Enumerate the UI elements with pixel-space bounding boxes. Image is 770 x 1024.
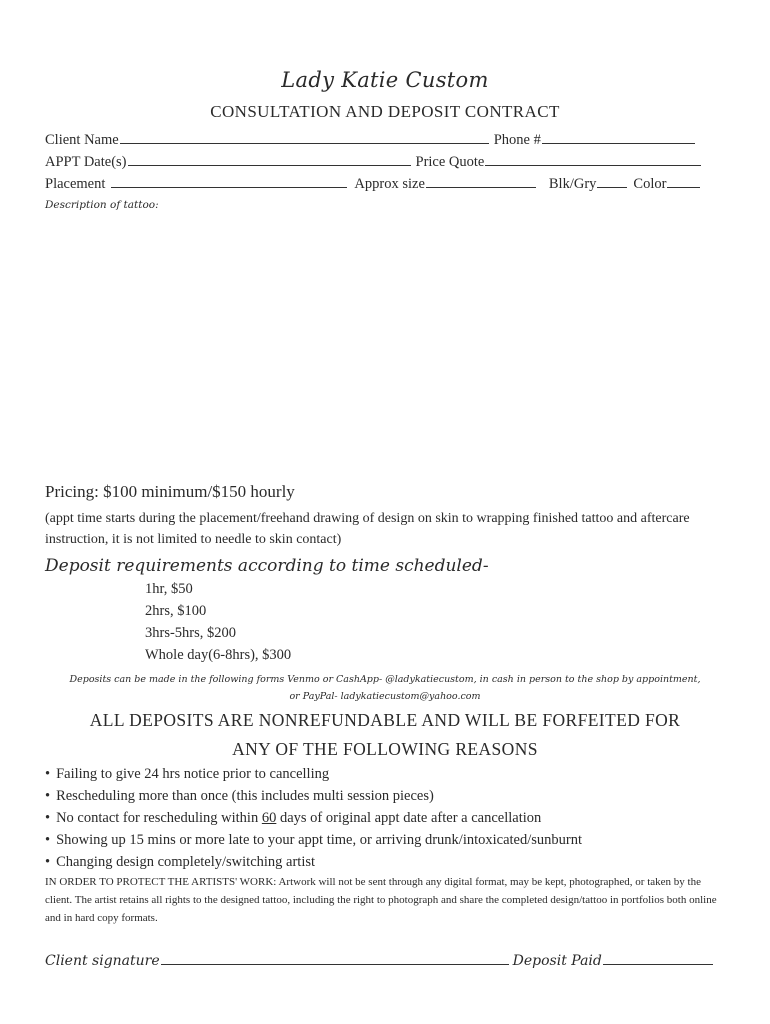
- client-name-row: [45, 129, 725, 149]
- reason-no-contact-text-b: days of original appt date after a cancellation: [276, 810, 542, 826]
- signature-row: [45, 952, 717, 969]
- deposit-paid-field[interactable]: [603, 952, 713, 965]
- appt-dates-field[interactable]: [128, 151, 411, 166]
- warning-line-2: ANY OF THE FOLLOWING REASONS: [232, 739, 538, 759]
- reason-no-contact-days: 60: [261, 810, 277, 826]
- description-area[interactable]: [45, 218, 725, 473]
- deposit-item-3-5hrs: 3hrs-5hrs, $200: [145, 625, 237, 641]
- reason-notice: [45, 763, 582, 785]
- appt-dates-label: APPT Date(s): [45, 154, 127, 170]
- phone-field[interactable]: [542, 129, 695, 144]
- client-signature-label: Client signature: [45, 953, 160, 969]
- price-quote-field[interactable]: [485, 151, 701, 166]
- deposit-paid-label: Deposit Paid: [512, 953, 602, 969]
- blk-gry-label: Blk/Gry: [548, 176, 597, 192]
- deposit-item-1hr: 1hr, $50: [145, 581, 193, 597]
- appt-dates-row: [45, 151, 725, 171]
- placement-label: Placement: [45, 176, 106, 192]
- pricing-note: (appt time starts during the placement/freehand drawing of design on skin to wrapping finished tattoo and aftercare instruction, it is not limited to needle to skin contact): [45, 511, 690, 547]
- deposit-heading: Deposit requirements according to time scheduled-: [45, 556, 489, 576]
- client-name-label: Client Name: [45, 132, 119, 148]
- warning-line-1: ALL DEPOSITS ARE NONREFUNDABLE AND WILL BE FORFEITED FOR: [89, 710, 681, 730]
- reason-reschedule: [45, 785, 582, 807]
- placement-row: [45, 173, 725, 193]
- reason-late: [45, 829, 582, 851]
- studio-title: Lady Katie Custom: [281, 68, 489, 92]
- artwork-protection-notice: IN ORDER TO PROTECT THE ARTISTS' WORK: Artwork will not be sent through any digital format, may be kept, photographed, or taken by the client. The artist retains all rights to the designed tattoo, including the right to photograph and share the completed design/tattoo in portfolios both online and in hard copy formats.: [45, 876, 717, 924]
- client-signature-field[interactable]: [161, 952, 509, 965]
- color-field[interactable]: [667, 173, 700, 188]
- approx-size-label: Approx size: [354, 176, 425, 192]
- approx-size-field[interactable]: [426, 173, 536, 188]
- reason-late-text: Showing up 15 mins or more late to your appt time, or arriving drunk/intoxicated/sunburnt: [56, 832, 583, 848]
- price-quote-label: Price Quote: [415, 154, 485, 170]
- reason-notice-text: Failing to give 24 hrs notice prior to cancelling: [56, 766, 330, 782]
- placement-field[interactable]: [111, 173, 347, 188]
- reason-reschedule-text: Rescheduling more than once (this includes multi session pieces): [56, 788, 434, 804]
- client-name-field[interactable]: [120, 129, 489, 144]
- color-label: Color: [633, 176, 667, 192]
- reason-design-change: [45, 851, 582, 873]
- deposit-item-2hrs: 2hrs, $100: [145, 603, 207, 619]
- blk-gry-field[interactable]: [597, 173, 627, 188]
- payment-line-2: or PayPal- ladykatiecustom@yahoo.com: [289, 691, 481, 702]
- phone-label: Phone #: [493, 132, 541, 148]
- reason-no-contact: [45, 807, 582, 829]
- reason-design-change-text: Changing design completely/switching artist: [56, 854, 316, 870]
- forfeit-reasons-list: [45, 763, 582, 873]
- contract-title: CONSULTATION AND DEPOSIT CONTRACT: [210, 102, 560, 121]
- pricing-heading: Pricing: $100 minimum/$150 hourly: [45, 482, 295, 501]
- deposit-item-whole-day: Whole day(6-8hrs), $300: [145, 647, 292, 663]
- payment-methods-note: [0, 671, 770, 705]
- reason-no-contact-text-a: No contact for rescheduling within: [56, 810, 262, 826]
- description-label: Description of tattoo:: [45, 199, 159, 211]
- payment-line-1: Deposits can be made in the following forms Venmo or CashApp- @ladykatiecustom, in cash in person to the shop by appointment,: [69, 674, 701, 685]
- nonrefundable-warning: [0, 706, 770, 764]
